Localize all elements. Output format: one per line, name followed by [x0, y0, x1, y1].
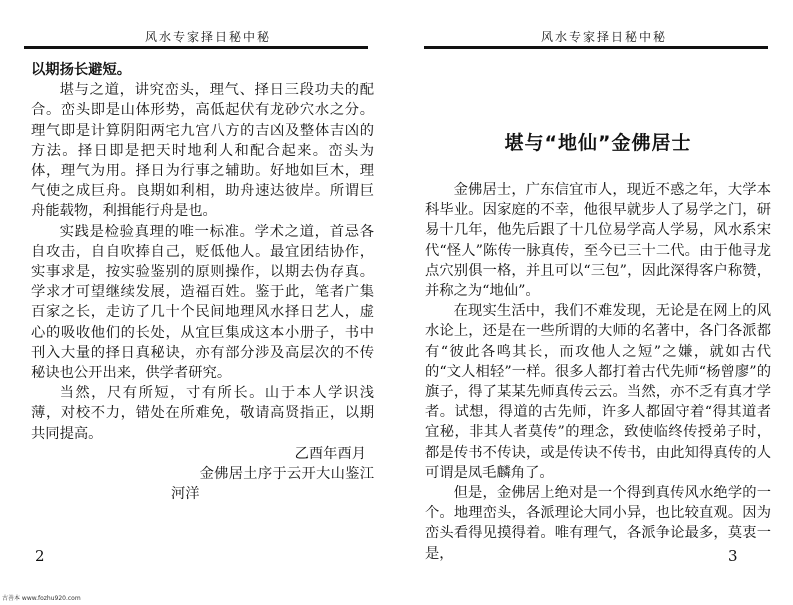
watermark: 古善本 www.fozhu920.com — [2, 595, 81, 602]
paragraph: 当然，尺有所短，寸有所长。山于本人学识浅薄，对校不力，错处在所难免，敬请高贤指正，以期共同提高。 — [31, 385, 374, 442]
left-page — [0, 0, 396, 605]
paragraph: 实践是检验真理的唯一标准。学术之道，首忌各自攻击，自自吹捧自己，贬低他人。最宜团结协作，实事求是，按实验鉴别的原则操作，以期去伪存真。学求才可望继续发展，造福百姓。鉴于此，笔者广集百家之长，走访了几十个民间地理风水择日艺人，虚心的吸收他们的长处，从宜巨集成这本小册子，书中刊入大量的择日真秘诀，亦有部分涉及高层次的不传秘诀也公开出来，供学者研究。 — [31, 223, 374, 382]
date-line: 乙酉年酉月 — [294, 445, 367, 462]
lead-line: 以期扬长避短。 — [31, 62, 132, 78]
chapter-title: 堪与“地仙”金佛居士 — [504, 132, 692, 154]
page-number: 2 — [35, 547, 45, 565]
header-rule — [24, 46, 368, 49]
right-page — [396, 0, 793, 605]
header-rule — [424, 46, 768, 49]
page-number: 3 — [728, 547, 738, 565]
signature-line: 金佛居土序于云开大山鉴江河洋 — [171, 466, 374, 503]
paragraph: 但是，金佛居上绝对是一个得到真传风水绝学的一个。地理峦头，各派理论大同小异，也比较直观。因为峦头看得见摸得着。唯有理气，各派争论最多，莫衷一是， — [425, 485, 771, 562]
chapter-body — [425, 180, 771, 564]
preface-body — [31, 60, 374, 504]
paragraph: 堪与之道，讲究峦头，理气、择日三段功夫的配合。峦头即是山体形势，高低起伏有龙砂穴水之分。理气即是计算阴阳两宅九宫八方的吉凶及整体吉凶的方法。择日即是把天时地利人和配合起来。峦头为体，理气为用。择日为行事之辅助。好地如巨木，理气使之成巨舟。良期如利相，助舟速达彼岸。所谓巨舟能载物，利揖能行舟是也。 — [31, 82, 374, 220]
running-head: 风水专家择日秘中秘 — [541, 30, 668, 44]
running-head: 风水专家择日秘中秘 — [145, 30, 272, 44]
paragraph: 金佛居士，广东信宜市人，现近不惑之年，大学本科毕业。因家庭的不幸，他很早就步人了易学之门，研易十几年，他先后跟了十几位易学高人学易，风水系宋代“怪人”陈传一脉真传，至今已三十二代。由于他寻龙点穴别俱一格，并且可以“三包”，因此深得客户称赞，并称之为“地仙”。 — [425, 182, 771, 300]
paragraph: 在现实生活中，我们不难发现，无论是在网上的风水论上，还是在一些所谓的大师的名著中，各门各派都有“彼此各鸣其长，而攻他人之短”之嫌，就如古代的“文人相轻”一样。很多人都打着古代先师“杨曾廖”的旗子，得了某某先师真传云云。当然，亦不乏有真才学者。试想，得道的古先师，许多人都固守着“得其道者宜秘，非其人者莫传”的理念，致使临终传授弟子时，都是传书不传诀，或是传诀不传书，由此知得真传的人可谓是凤毛麟角了。 — [425, 303, 771, 481]
